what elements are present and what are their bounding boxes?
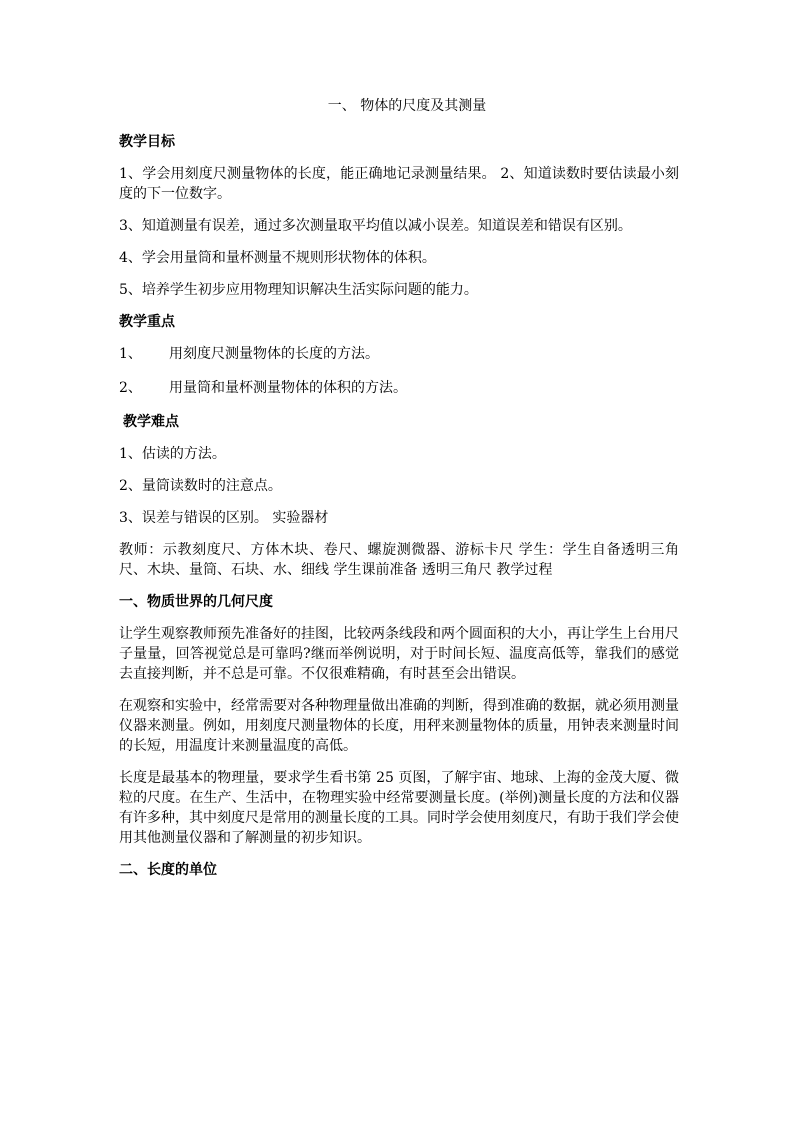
difficulty-item: 2、量筒读数时的注意点。: [119, 478, 282, 494]
difficulty-item: 3、误差与错误的区别。 实验器材: [119, 510, 329, 526]
objective-item: 5、培养学生初步应用物理知识解决生活实际问题的能力。: [119, 282, 478, 298]
key-point-text: 用刻度尺测量物体的长度的方法。: [169, 346, 379, 362]
key-point-number: 2、: [119, 380, 142, 396]
objective-item: 3、知道测量有误差，通过多次测量取平均值以减小误差。知道误差和错误有区别。: [119, 218, 632, 234]
objectives-heading: 教学目标: [119, 134, 175, 150]
body-paragraph: 让学生观察教师预先准备好的挂图，比较两条线段和两个圆面积的大小，再让学生上台用尺子量量，回答视觉总是可靠吗?继而举例说明，对于时间长短、温度高低等，靠我们的感觉去直接判断，并不总是可靠。不仅很难精确，有时甚至会出错误。: [119, 626, 679, 682]
document-title: 一、 物体的尺度及其测量: [327, 98, 487, 114]
objective-item: 1、学会用刻度尺测量物体的长度，能正确地记录测量结果。 2、知道读数时要估读最小刻度的下一位数字。: [119, 166, 679, 202]
key-point-text: 用量筒和量杯测量物体的体积的方法。: [169, 380, 407, 396]
key-points-heading: 教学重点: [119, 314, 175, 330]
section-heading-length-units: 二、长度的单位: [119, 862, 217, 878]
document-body: [119, 96, 679, 892]
key-point-number: 1、: [119, 346, 142, 362]
key-point-item: [119, 344, 679, 364]
difficulties-heading: 教学难点: [123, 414, 179, 430]
difficulty-item: 1、估读的方法。: [119, 446, 226, 462]
objective-item: 4、学会用量筒和量杯测量不规则形状物体的体积。: [119, 250, 436, 266]
section-heading-geometric-scale: 一、物质世界的几何尺度: [119, 594, 273, 610]
key-point-item: [119, 378, 679, 398]
body-paragraph: 在观察和实验中，经常需要对各种物理量做出准确的判断，得到准确的数据，就必须用测量仪器来测量。例如，用刻度尺测量物体的长度，用秤来测量物体的质量，用钟表来测量时间的长短，用温度计来测量温度的高低。: [119, 698, 679, 754]
equipment-paragraph: 教师：示教刻度尺、方体木块、卷尺、螺旋测微器、游标卡尺 学生：学生自备透明三角尺、木块、量筒、石块、水、细线 学生课前准备 透明三角尺 教学过程: [119, 542, 679, 578]
body-paragraph: 长度是最基本的物理量，要求学生看书第 25 页图，了解宇宙、地球、上海的金茂大厦、微粒的尺度。在生产、生活中，在物理实验中经常要测量长度。(举例)测量长度的方法和仪器有许多种，其中刻度尺是常用的测量长度的工具。同时学会使用刻度尺，有助于我们学会使用其他测量仪器和了解测量的初步知识。: [119, 770, 679, 846]
